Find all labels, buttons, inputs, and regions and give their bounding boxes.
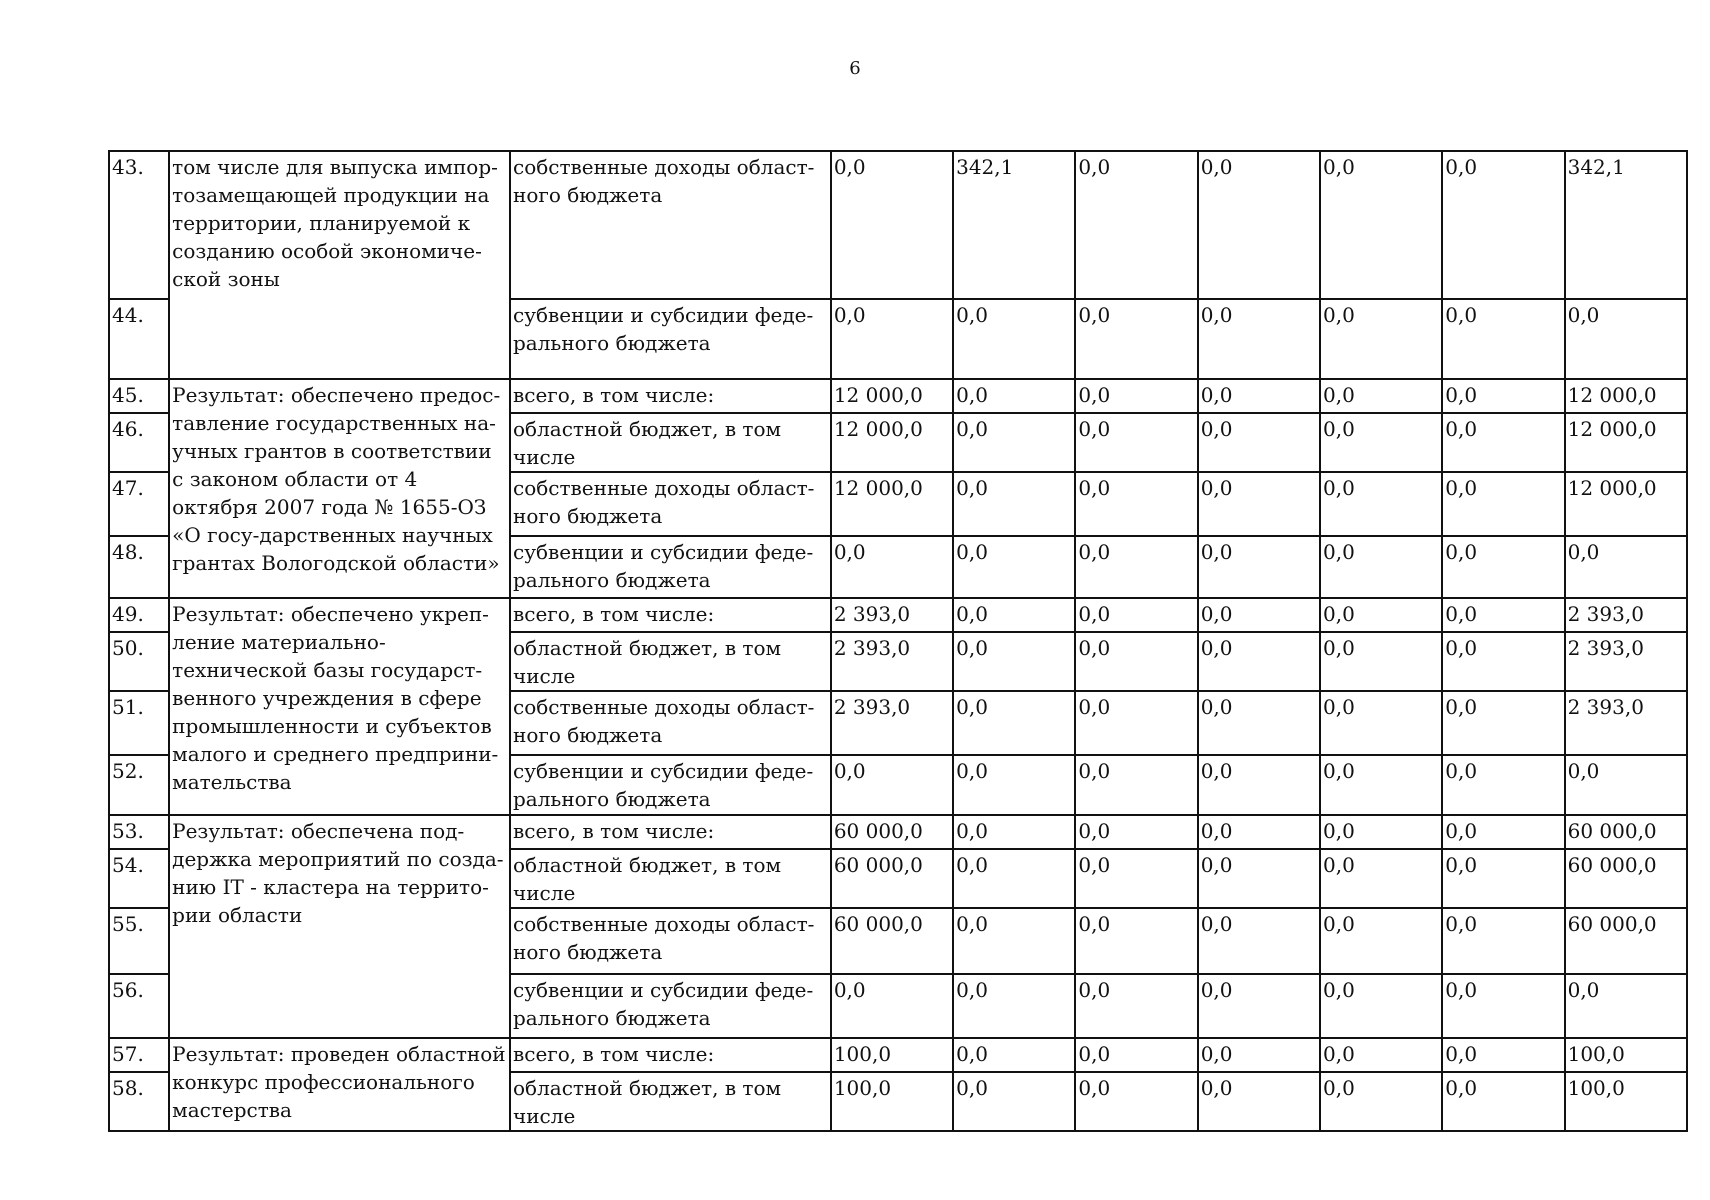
row-number: 50. — [109, 632, 169, 691]
amount-value: 0,0 — [1320, 379, 1442, 413]
funding-source: областной бюджет, в том числе — [510, 849, 831, 908]
funding-source: областной бюджет, в том числе — [510, 1072, 831, 1131]
amount-value: 0,0 — [1320, 536, 1442, 598]
amount-value: 0,0 — [1442, 691, 1564, 755]
amount-value: 0,0 — [1320, 974, 1442, 1038]
funding-source: собственные доходы област-ного бюджета — [510, 691, 831, 755]
table-row — [109, 379, 1687, 413]
row-number: 56. — [109, 974, 169, 1038]
amount-value: 0,0 — [1320, 1072, 1442, 1131]
amount-value: 0,0 — [1442, 598, 1564, 632]
amount-value: 0,0 — [1075, 849, 1197, 908]
row-number: 51. — [109, 691, 169, 755]
amount-value: 0,0 — [1320, 1038, 1442, 1072]
amount-value: 0,0 — [831, 299, 953, 379]
amount-value: 0,0 — [1075, 908, 1197, 974]
page-number: 6 — [849, 58, 861, 79]
amount-value: 0,0 — [1442, 849, 1564, 908]
amount-value: 2 393,0 — [831, 691, 953, 755]
amount-value: 0,0 — [1075, 632, 1197, 691]
result-description: том числе для выпуска импор-тозамещающей продукции на территории, планируемой к созданию особой экономиче-ской зоны — [169, 151, 510, 379]
amount-value: 0,0 — [953, 691, 1075, 755]
amount-value: 0,0 — [1442, 151, 1564, 299]
amount-value: 0,0 — [1075, 472, 1197, 536]
total-value: 60 000,0 — [1565, 815, 1687, 849]
amount-value: 0,0 — [953, 1038, 1075, 1072]
total-value: 100,0 — [1565, 1072, 1687, 1131]
result-description: Результат: обеспечена под-держка мероприятий по созда-нию IT - кластера на террито-рии области — [169, 815, 510, 1038]
amount-value: 0,0 — [953, 536, 1075, 598]
amount-value: 0,0 — [953, 472, 1075, 536]
total-value: 2 393,0 — [1565, 691, 1687, 755]
table-row — [109, 598, 1687, 632]
amount-value: 0,0 — [831, 151, 953, 299]
amount-value: 0,0 — [1442, 536, 1564, 598]
amount-value: 2 393,0 — [831, 598, 953, 632]
amount-value: 0,0 — [1442, 755, 1564, 815]
total-value: 60 000,0 — [1565, 908, 1687, 974]
result-description: Результат: обеспечено предос-тавление государственных на-учных грантов в соответствии с законом области от 4 октября 2007 года № 1655-ОЗ «О госу-дарственных научных грантах Вологодской области» — [169, 379, 510, 598]
amount-value: 0,0 — [1320, 151, 1442, 299]
amount-value: 0,0 — [1320, 908, 1442, 974]
funding-source: собственные доходы област-ного бюджета — [510, 151, 831, 299]
row-number: 53. — [109, 815, 169, 849]
total-value: 0,0 — [1565, 755, 1687, 815]
amount-value: 0,0 — [953, 632, 1075, 691]
amount-value: 0,0 — [953, 1072, 1075, 1131]
amount-value: 0,0 — [953, 299, 1075, 379]
amount-value: 0,0 — [1075, 1038, 1197, 1072]
funding-source: субвенции и субсидии феде-рального бюджета — [510, 755, 831, 815]
amount-value: 0,0 — [1075, 1072, 1197, 1131]
funding-source: областной бюджет, в том числе — [510, 413, 831, 472]
amount-value: 0,0 — [1442, 632, 1564, 691]
funding-source: всего, в том числе: — [510, 379, 831, 413]
row-number: 45. — [109, 379, 169, 413]
total-value: 12 000,0 — [1565, 413, 1687, 472]
total-value: 2 393,0 — [1565, 632, 1687, 691]
amount-value: 0,0 — [1075, 151, 1197, 299]
funding-source: субвенции и субсидии феде-рального бюджета — [510, 974, 831, 1038]
amount-value: 0,0 — [1075, 755, 1197, 815]
amount-value: 0,0 — [953, 815, 1075, 849]
amount-value: 0,0 — [1442, 1072, 1564, 1131]
total-value: 0,0 — [1565, 299, 1687, 379]
amount-value: 60 000,0 — [831, 908, 953, 974]
amount-value: 0,0 — [1198, 849, 1320, 908]
amount-value: 0,0 — [1198, 815, 1320, 849]
amount-value: 0,0 — [1075, 379, 1197, 413]
amount-value: 0,0 — [1320, 815, 1442, 849]
funding-source: субвенции и субсидии феде-рального бюджета — [510, 299, 831, 379]
table-row — [109, 151, 1687, 299]
amount-value: 0,0 — [1320, 413, 1442, 472]
row-number: 52. — [109, 755, 169, 815]
amount-value: 0,0 — [1198, 472, 1320, 536]
amount-value: 0,0 — [1075, 815, 1197, 849]
amount-value: 0,0 — [953, 413, 1075, 472]
funding-source: всего, в том числе: — [510, 815, 831, 849]
amount-value: 0,0 — [1198, 908, 1320, 974]
amount-value: 0,0 — [1198, 974, 1320, 1038]
row-number: 44. — [109, 299, 169, 379]
amount-value: 0,0 — [1198, 1038, 1320, 1072]
amount-value: 0,0 — [953, 849, 1075, 908]
amount-value: 60 000,0 — [831, 849, 953, 908]
row-number: 47. — [109, 472, 169, 536]
row-number: 48. — [109, 536, 169, 598]
total-value: 2 393,0 — [1565, 598, 1687, 632]
amount-value: 0,0 — [1320, 691, 1442, 755]
total-value: 12 000,0 — [1565, 472, 1687, 536]
amount-value: 0,0 — [1198, 299, 1320, 379]
amount-value: 0,0 — [953, 908, 1075, 974]
row-number: 58. — [109, 1072, 169, 1131]
amount-value: 0,0 — [953, 379, 1075, 413]
funding-source: областной бюджет, в том числе — [510, 632, 831, 691]
amount-value: 0,0 — [1075, 413, 1197, 472]
amount-value: 0,0 — [953, 974, 1075, 1038]
result-description: Результат: обеспечено укреп-ление материально-технической базы государст-венного учреждения в сфере промышленности и субъектов малого и среднего предприни-мательства — [169, 598, 510, 815]
amount-value: 0,0 — [1198, 151, 1320, 299]
row-number: 55. — [109, 908, 169, 974]
amount-value: 0,0 — [1320, 632, 1442, 691]
amount-value: 0,0 — [1320, 472, 1442, 536]
amount-value: 12 000,0 — [831, 379, 953, 413]
total-value: 342,1 — [1565, 151, 1687, 299]
total-value: 100,0 — [1565, 1038, 1687, 1072]
amount-value: 342,1 — [953, 151, 1075, 299]
amount-value: 60 000,0 — [831, 815, 953, 849]
budget-table — [108, 150, 1688, 1132]
amount-value: 0,0 — [1320, 299, 1442, 379]
amount-value: 0,0 — [1198, 536, 1320, 598]
amount-value: 0,0 — [1320, 598, 1442, 632]
amount-value: 0,0 — [1320, 755, 1442, 815]
funding-source: всего, в том числе: — [510, 598, 831, 632]
amount-value: 0,0 — [1442, 974, 1564, 1038]
table-body — [109, 151, 1687, 1131]
funding-source: субвенции и субсидии феде-рального бюджета — [510, 536, 831, 598]
amount-value: 0,0 — [1198, 598, 1320, 632]
funding-source: собственные доходы област-ного бюджета — [510, 472, 831, 536]
amount-value: 0,0 — [1198, 1072, 1320, 1131]
total-value: 60 000,0 — [1565, 849, 1687, 908]
row-number: 43. — [109, 151, 169, 299]
amount-value: 0,0 — [1198, 379, 1320, 413]
amount-value: 2 393,0 — [831, 632, 953, 691]
funding-source: всего, в том числе: — [510, 1038, 831, 1072]
amount-value: 0,0 — [1442, 815, 1564, 849]
total-value: 0,0 — [1565, 536, 1687, 598]
amount-value: 0,0 — [1075, 974, 1197, 1038]
amount-value: 0,0 — [1198, 755, 1320, 815]
row-number: 46. — [109, 413, 169, 472]
amount-value: 0,0 — [831, 755, 953, 815]
amount-value: 12 000,0 — [831, 472, 953, 536]
amount-value: 0,0 — [1442, 413, 1564, 472]
row-number: 49. — [109, 598, 169, 632]
row-number: 54. — [109, 849, 169, 908]
amount-value: 0,0 — [1198, 691, 1320, 755]
amount-value: 0,0 — [1442, 908, 1564, 974]
table-row — [109, 815, 1687, 849]
amount-value: 0,0 — [1442, 1038, 1564, 1072]
amount-value: 0,0 — [953, 598, 1075, 632]
row-number: 57. — [109, 1038, 169, 1072]
amount-value: 0,0 — [953, 755, 1075, 815]
amount-value: 0,0 — [1075, 691, 1197, 755]
amount-value: 0,0 — [1075, 598, 1197, 632]
amount-value: 12 000,0 — [831, 413, 953, 472]
amount-value: 0,0 — [831, 974, 953, 1038]
amount-value: 0,0 — [1442, 379, 1564, 413]
total-value: 0,0 — [1565, 974, 1687, 1038]
funding-source: собственные доходы област-ного бюджета — [510, 908, 831, 974]
amount-value: 0,0 — [831, 536, 953, 598]
amount-value: 0,0 — [1075, 536, 1197, 598]
total-value: 12 000,0 — [1565, 379, 1687, 413]
amount-value: 0,0 — [1075, 299, 1197, 379]
amount-value: 0,0 — [1442, 299, 1564, 379]
amount-value: 0,0 — [1442, 472, 1564, 536]
amount-value: 0,0 — [1320, 849, 1442, 908]
table-row — [109, 1038, 1687, 1072]
amount-value: 100,0 — [831, 1072, 953, 1131]
result-description: Результат: проведен областной конкурс профессионального мастерства — [169, 1038, 510, 1131]
amount-value: 0,0 — [1198, 632, 1320, 691]
amount-value: 0,0 — [1198, 413, 1320, 472]
amount-value: 100,0 — [831, 1038, 953, 1072]
